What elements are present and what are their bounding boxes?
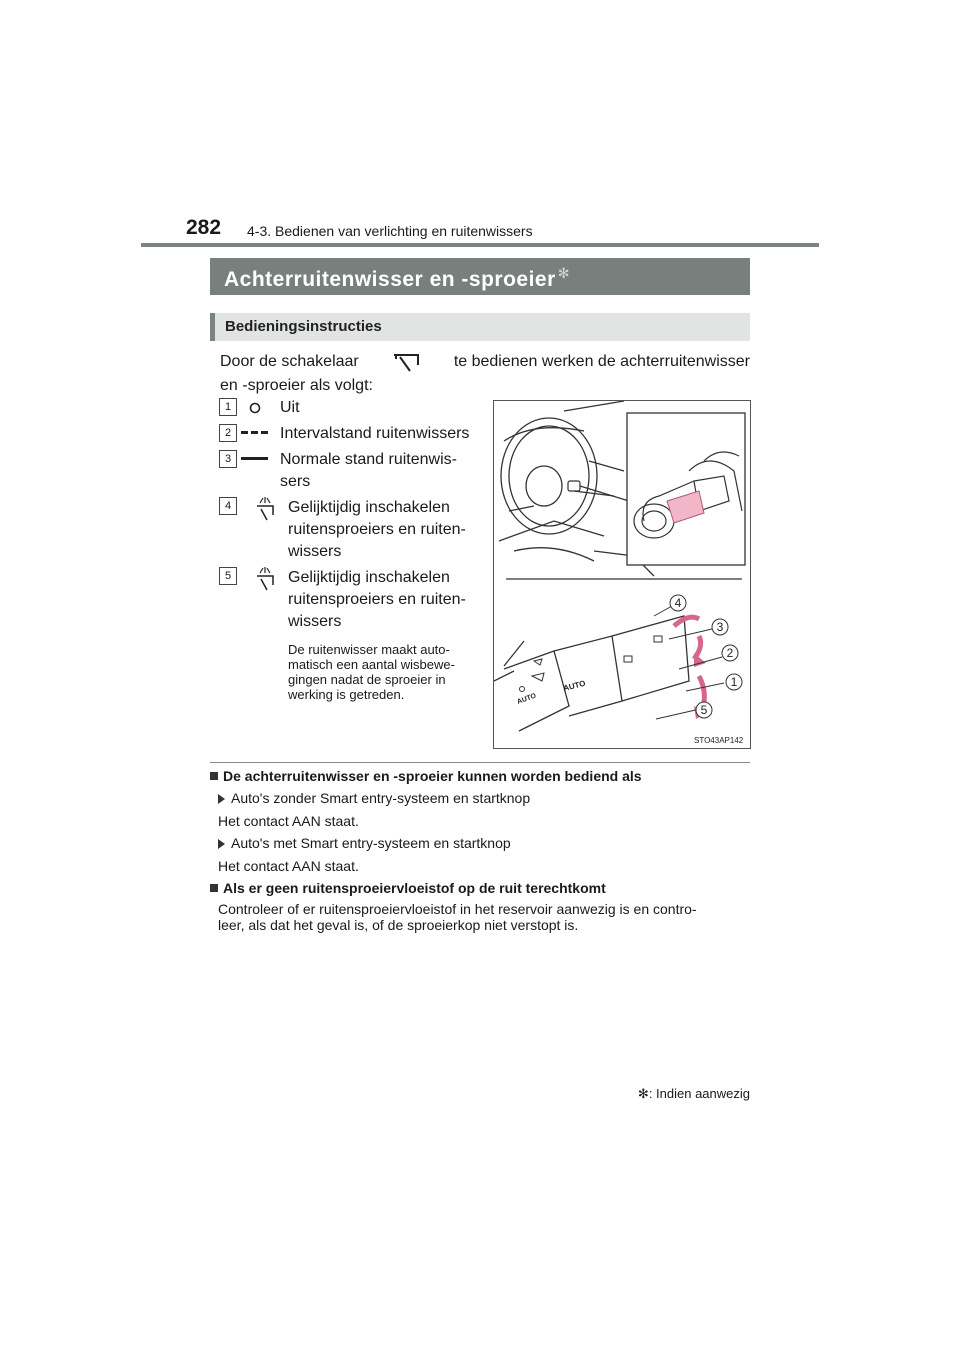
callout-4: 4 <box>674 596 682 610</box>
triangle-bullet-icon <box>218 794 225 804</box>
item-text: Uit <box>280 399 300 416</box>
wiper-note: De ruitenwisser maakt auto- matisch een aantal wisbewe- gingen nadat de sproeier in werking is getreden. <box>288 642 455 702</box>
asterisk-icon: ✻ <box>637 1086 649 1101</box>
header-rule <box>141 243 819 247</box>
callout-5: 5 <box>700 703 708 717</box>
auto-label: AUTO <box>516 692 538 706</box>
intro-text: Door de schakelaar te bedienen werken de achterruitenwisser en -sproeier als volgt: <box>220 350 750 398</box>
interval-position-icon <box>241 429 269 437</box>
subhead-title: Bedieningsinstructies <box>225 318 382 335</box>
auto-label: AUTO <box>562 678 587 693</box>
title-bar <box>210 258 750 295</box>
section-heading: De achterruitenwisser en -sproeier kunnen worden bediend als <box>210 768 642 784</box>
normal-position-icon <box>241 455 269 463</box>
wiper-lever-figure <box>493 400 751 749</box>
condition-body: Het contact AAN staat. <box>218 813 359 829</box>
item-text: Gelijktijdig inschakelen ruitensproeiers en ruiten- wissers <box>288 569 466 630</box>
washer-wiper-icon <box>254 496 276 522</box>
item-number: 5 <box>219 567 237 585</box>
item-text: Intervalstand ruitenwissers <box>280 425 470 442</box>
off-position-icon <box>248 401 262 415</box>
asterisk-icon: ✻ <box>557 265 571 281</box>
footnote: ✻: Indien aanwezig <box>637 1086 750 1101</box>
section-title: 4-3. Bedienen van verlichting en ruitenwissers <box>247 223 533 239</box>
section-heading: Als er geen ruitensproeiervloeistof op de ruit terechtkomt <box>210 880 606 896</box>
item-number: 1 <box>219 398 237 416</box>
callout-3: 3 <box>716 620 724 634</box>
item-text: Gelijktijdig inschakelen ruitensproeiers en ruiten- wissers <box>288 499 466 560</box>
callout-1: 1 <box>730 675 738 689</box>
item-number: 2 <box>219 424 237 442</box>
triangle-bullet-icon <box>218 839 225 849</box>
condition-body: Het contact AAN staat. <box>218 858 359 874</box>
callout-2: 2 <box>726 646 734 660</box>
subhead-bar <box>210 313 750 341</box>
item-number: 4 <box>219 497 237 515</box>
item-text: Normale stand ruitenwis- sers <box>280 451 457 490</box>
wiper-lever-illustration <box>494 616 689 731</box>
rear-wiper-icon <box>373 350 439 374</box>
figure-code: STO43AP142 <box>694 736 744 745</box>
condition-item: Auto's zonder Smart entry-systeem en startknop <box>218 790 530 806</box>
condition-item: Auto's met Smart entry-systeem en startknop <box>218 835 511 851</box>
section-body: Controleer of er ruitensproeiervloeistof in het reservoir aanwezig is en contro- leer, als dat het geval is, of de sproeierkop niet verstopt is. <box>218 901 697 933</box>
section-rule <box>210 762 750 763</box>
page-number: 282 <box>186 216 222 239</box>
page-title: Achterruitenwisser en -sproeier ✻ <box>224 265 571 291</box>
washer-wiper-icon <box>254 566 276 592</box>
item-number: 3 <box>219 450 237 468</box>
